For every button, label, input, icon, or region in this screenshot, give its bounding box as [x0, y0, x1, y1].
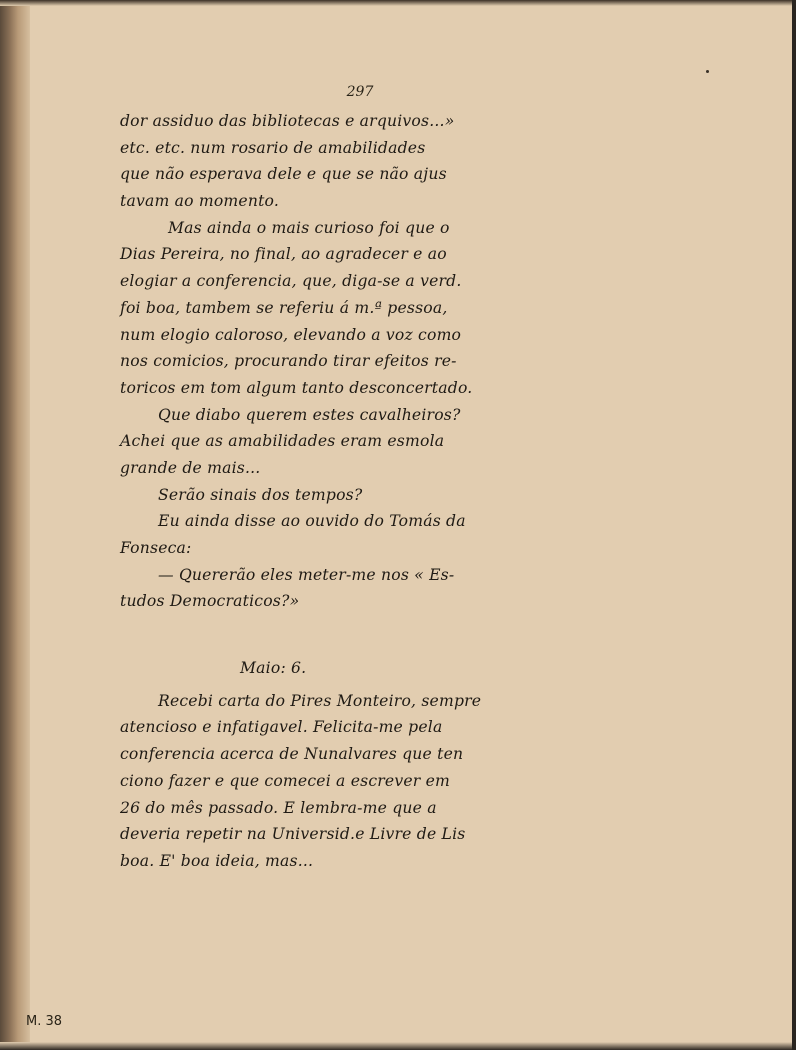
- text-line: Eu ainda disse ao ouvido do Tomás da: [158, 512, 466, 531]
- handwritten-text: [120, 108, 600, 875]
- text-line: conferencia acerca de Nunalvares que ten: [120, 745, 464, 764]
- text-line: Fonseca:: [120, 539, 192, 557]
- text-line: etc. etc. num rosario de amabilidades: [120, 138, 426, 157]
- text-line: num elogio caloroso, elevando a voz como: [120, 325, 462, 344]
- page-bottom-edge: [0, 1042, 796, 1050]
- text-line: atencioso e infatigavel. Felicita-me pela: [120, 718, 443, 737]
- text-line: Que diabo querem estes cavalheiros?: [158, 405, 461, 424]
- text-line: Achei que as amabilidades eram esmola: [120, 432, 445, 451]
- text-line: ciono fazer e que comecei a escrever em: [120, 771, 451, 790]
- text-line: dor assiduo das bibliotecas e arquivos...»: [120, 112, 455, 130]
- page-number: 297: [346, 84, 374, 100]
- text-line: deveria repetir na Universid.e Livre de Lis: [120, 825, 466, 844]
- text-line: Recebi carta do Pires Monteiro, sempre: [158, 691, 482, 710]
- text-line: 26 do mês passado. E lembra-me que a: [120, 798, 437, 817]
- catalog-mark: M. 38: [26, 1014, 63, 1029]
- text-line: tudos Democraticos?»: [120, 592, 300, 611]
- text-line: foi boa, tambem se referiu á m.ª pessoa,: [120, 298, 448, 317]
- section-gap: [120, 615, 600, 655]
- page-top-edge: [0, 0, 796, 6]
- text-line: grande de mais...: [120, 458, 261, 477]
- text-line: boa. E' boa ideia, mas...: [120, 851, 314, 870]
- text-line: Serão sinais dos tempos?: [158, 485, 363, 504]
- text-line: Dias Pereira, no final, ao agradecer e ao: [120, 245, 447, 264]
- text-line: tavam ao momento.: [120, 192, 280, 211]
- text-line: Mas ainda o mais curioso foi que o: [168, 218, 450, 237]
- text-line: toricos em tom algum tanto desconcertado.: [120, 378, 473, 397]
- text-line: nos comicios, procurando tirar efeitos re-: [120, 352, 457, 371]
- text-line: elogiar a conferencia, que, diga-se a verd.: [120, 272, 462, 291]
- ink-speck: [706, 70, 709, 73]
- binding-edge: [0, 0, 30, 1050]
- text-line: — Quererão eles meter-me nos « Es-: [158, 565, 455, 584]
- date-heading: Maio: 6.: [240, 659, 307, 678]
- text-line: que não esperava dele e que se não ajus: [120, 165, 447, 184]
- page-right-edge: [792, 0, 796, 1050]
